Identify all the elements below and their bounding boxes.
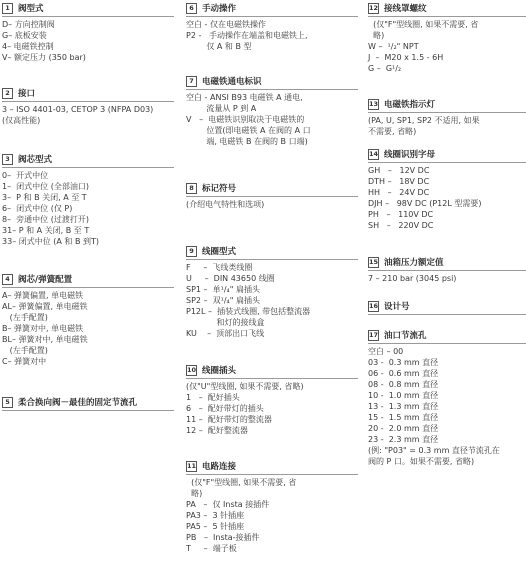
- option-row: [186, 403, 358, 414]
- option-description: - 0.8 mm 直径: [378, 380, 439, 389]
- option-row: [2, 356, 174, 367]
- option-description: (左手配置): [2, 313, 48, 322]
- option-code: V: [186, 115, 192, 124]
- option-description: (仅"F"型线圈, 如果不需要, 省: [186, 478, 297, 487]
- option-description: - 0.3 mm 直径: [378, 358, 439, 367]
- option-code: 10: [368, 391, 379, 400]
- option-description: – 电磁铁识别取决于电磁铁的: [191, 115, 305, 124]
- option-description: – 24V DC: [380, 188, 430, 197]
- option-description: – 12V DC: [380, 166, 430, 175]
- section-electrical-connection: [186, 459, 358, 554]
- option-description: – 110V DC: [378, 210, 434, 219]
- section-title: 油口节流孔: [384, 331, 427, 341]
- section-header: [186, 1, 358, 17]
- option-code: 空白: [368, 347, 384, 356]
- option-code: 6: [186, 404, 192, 413]
- section-number-badge: 14: [368, 150, 379, 158]
- option-description: – 配好整流器: [196, 426, 248, 435]
- option-code: PB: [186, 533, 197, 542]
- section-number-badge: 9: [186, 246, 197, 257]
- option-row: [186, 521, 358, 532]
- option-row: [368, 220, 526, 231]
- section-number-badge: 2: [2, 88, 13, 99]
- text-line: (介绍电气特性和选项): [186, 200, 265, 209]
- option-description: – 插装式线圈, 带包括整流器: [205, 307, 311, 316]
- option-description: – 3 针插座: [200, 511, 245, 520]
- option-row: [186, 284, 358, 295]
- option-description: ANSI B93 电磁铁 A 通电,: [207, 93, 303, 102]
- option-description: – 配好带灯的整流器: [196, 415, 272, 424]
- option-row: [186, 41, 358, 52]
- option-description: – 端子板: [190, 544, 237, 553]
- section-number-badge: 1: [2, 3, 13, 14]
- section-number-badge: 3: [2, 154, 13, 165]
- option-description: (例: "P03" = 0.3 mm 直径节流孔在: [368, 446, 500, 455]
- section-title: 标记符号: [202, 184, 237, 194]
- option-code: P2 -: [186, 31, 202, 40]
- section-header: [368, 255, 526, 271]
- option-row: [368, 63, 526, 74]
- text-line: 不需要, 省略): [368, 127, 417, 136]
- option-description: - 1.3 mm 直径: [378, 402, 439, 411]
- section-body: [186, 92, 358, 147]
- section-header: [368, 328, 526, 344]
- option-code: AL: [2, 302, 12, 311]
- option-description: - 1.5 mm 直径: [378, 413, 439, 422]
- option-description: 仅 A 和 B 型: [186, 42, 252, 51]
- section-body: [368, 19, 526, 74]
- section-number-badge: 10: [186, 366, 197, 374]
- option-row: [186, 92, 358, 103]
- section-title: 电路连接: [202, 462, 237, 472]
- option-row: [368, 401, 526, 412]
- option-description: – 00: [384, 347, 404, 356]
- section-number-badge: 8: [186, 183, 197, 194]
- option-code: 3: [2, 193, 8, 202]
- option-row: [368, 434, 526, 445]
- option-row: [2, 203, 174, 214]
- option-description: – 开式中位: [7, 171, 49, 180]
- section-number-badge: 15: [368, 258, 379, 266]
- option-description: (仅"U"型线圈, 如果不需要, 省略): [186, 382, 304, 391]
- section-number-badge: 17: [368, 331, 379, 339]
- option-code: P12L: [186, 307, 206, 316]
- option-row: [186, 295, 358, 306]
- option-row: [368, 368, 526, 379]
- option-code: HH: [368, 188, 381, 197]
- option-description: – P 和 B 关闭, A 至 T: [7, 193, 87, 202]
- option-description: – M20 x 1.5 - 6H: [370, 53, 444, 62]
- option-code: SH: [368, 221, 380, 230]
- section-title: 油箱压力额定值: [384, 258, 444, 268]
- option-description: – 配好带灯的插头: [191, 404, 264, 413]
- option-code: 1: [186, 393, 192, 402]
- section-header: [186, 74, 358, 90]
- option-code: T: [186, 544, 191, 553]
- option-description: 流量从 P 到 A: [186, 104, 257, 113]
- section-indicator-light: [368, 97, 526, 137]
- option-code: PA5: [186, 522, 201, 531]
- option-row: [368, 52, 526, 63]
- section-valve-type: [2, 1, 174, 63]
- section-header: [186, 363, 358, 379]
- option-description: – 220V DC: [379, 221, 434, 230]
- option-description: 和灯的接线盒: [186, 318, 265, 327]
- section-body: [2, 104, 174, 126]
- option-description: (仅"F"型线圈, 如果不需要, 省: [368, 20, 479, 29]
- section-coil-plug: [186, 363, 358, 436]
- option-code: 0: [2, 171, 8, 180]
- option-code: DJH: [368, 199, 383, 208]
- option-code: 13: [368, 402, 379, 411]
- option-row: [2, 181, 174, 192]
- option-code: PA3: [186, 511, 201, 520]
- section-header: [2, 272, 174, 288]
- section-marking-symbol: [186, 181, 358, 210]
- section-body: [186, 381, 358, 436]
- section-manual-override: [186, 1, 358, 52]
- option-row: [2, 192, 174, 203]
- option-description: – 闭式中位 (A 和 B 到T): [12, 237, 99, 246]
- option-code: 11: [186, 415, 197, 424]
- option-row: [2, 170, 174, 181]
- option-description: – 旁通中位 (过渡打开): [7, 215, 89, 224]
- option-row: [186, 125, 358, 136]
- section-title: 电磁铁指示灯: [384, 100, 436, 110]
- option-description: – 单¹/₄" 扁插头: [201, 285, 260, 294]
- option-description: – 电磁铁控制: [7, 42, 54, 51]
- section-number-badge: 5: [2, 397, 13, 408]
- option-code: C: [2, 357, 8, 366]
- option-code: A: [2, 291, 8, 300]
- section-tank-pressure: [368, 255, 526, 284]
- section-orifice: [2, 395, 174, 411]
- option-code: SP1: [186, 285, 201, 294]
- section-title: 柔合换向阀－最佳的固定节流孔: [18, 398, 138, 408]
- option-code: 8: [2, 215, 8, 224]
- section-body: [2, 170, 174, 247]
- section-title: 线圈识别字母: [384, 150, 436, 160]
- option-description: – 双¹/₄" 扁插头: [201, 296, 260, 305]
- option-row: [2, 214, 174, 225]
- option-row: [368, 445, 526, 456]
- option-description: – Insta-接插件: [196, 533, 260, 542]
- section-number-badge: 13: [368, 100, 379, 108]
- option-description: – 配好插头: [191, 393, 240, 402]
- option-description: – ¹/₂" NPT: [375, 42, 419, 51]
- option-description: – G¹/₂: [374, 64, 402, 73]
- option-code: KU: [186, 329, 197, 338]
- option-row: [368, 19, 526, 30]
- option-code: 33: [2, 237, 13, 246]
- option-code: 08: [368, 380, 379, 389]
- option-description: – 98V DC (P12L 型需要): [382, 199, 482, 208]
- section-title: 阀芯/弹簧配置: [18, 275, 73, 285]
- section-title: 线圈型式: [202, 247, 237, 257]
- option-row: [186, 317, 358, 328]
- option-row: [2, 345, 174, 356]
- option-code: BL: [2, 335, 12, 344]
- option-row: [368, 379, 526, 390]
- section-number-badge: 12: [368, 4, 379, 12]
- option-code: D: [2, 20, 9, 29]
- option-row: [368, 456, 526, 467]
- option-row: [186, 19, 358, 30]
- option-code: F: [186, 263, 191, 272]
- section-body: [186, 262, 358, 339]
- section-title: 电磁铁通电标识: [202, 77, 262, 87]
- option-row: [186, 414, 358, 425]
- section-body: [2, 19, 174, 63]
- option-description: – 弹簧对中: [7, 357, 47, 366]
- option-description: – P 和 A 关闭, B 至 T: [12, 226, 90, 235]
- option-code: G: [2, 31, 9, 40]
- option-code: B: [2, 324, 8, 333]
- option-row: [186, 392, 358, 403]
- text-line: (仅高性能): [2, 116, 41, 125]
- section-header: [186, 459, 358, 475]
- option-code: V: [2, 53, 8, 62]
- option-code: U: [186, 274, 192, 283]
- option-description: – 弹簧对中, 单电磁铁: [11, 335, 88, 344]
- option-code: 31: [2, 226, 13, 235]
- section-title: 接线罩螺纹: [384, 4, 427, 14]
- section-number-badge: 6: [186, 3, 197, 14]
- option-code: 06: [368, 369, 379, 378]
- section-body: [2, 290, 174, 367]
- section-design-number: [368, 299, 526, 315]
- option-code: W: [368, 42, 376, 51]
- option-description: 端, 电磁铁 B 在阀的 B 口端): [186, 137, 308, 146]
- section-body: [368, 115, 526, 137]
- option-row: [186, 136, 358, 147]
- option-code: PA: [186, 500, 196, 509]
- option-code: 空白 -: [186, 93, 208, 102]
- option-row: [368, 357, 526, 368]
- section-header: [186, 181, 358, 197]
- option-row: [368, 390, 526, 401]
- option-code: DTH: [368, 177, 386, 186]
- section-spool-type: [2, 152, 174, 247]
- section-coil-letter: [368, 147, 526, 231]
- option-description: (左手配置): [2, 346, 48, 355]
- option-row: [186, 273, 358, 284]
- section-header: [368, 1, 526, 17]
- option-description: – 弹簧对中, 单电磁铁: [7, 324, 84, 333]
- option-row: [186, 381, 358, 392]
- option-description: 位置(即电磁铁 A 在阀的 A 口: [186, 126, 311, 135]
- option-row: [2, 52, 174, 63]
- option-row: [368, 209, 526, 220]
- section-header: [2, 86, 174, 102]
- section-body: [186, 19, 358, 52]
- section-body: [368, 346, 526, 467]
- option-row: [2, 19, 174, 30]
- section-header: [2, 152, 174, 168]
- option-code: 1: [2, 182, 8, 191]
- option-description: – 顶部出口飞线: [196, 329, 265, 338]
- text-line: 3 – ISO 4401-03, CETOP 3 (NFPA D03): [2, 105, 154, 114]
- option-description: 手动操作在端盖和电磁铁上,: [201, 31, 308, 40]
- section-header: [186, 244, 358, 260]
- option-code: 4: [2, 42, 8, 51]
- option-row: [2, 236, 174, 247]
- option-description: - 2.3 mm 直径: [378, 435, 439, 444]
- option-row: [368, 198, 526, 209]
- option-row: [368, 423, 526, 434]
- section-port-orifice: [368, 328, 526, 467]
- option-description: 阀的 P 口。如果不需要, 省略): [368, 457, 475, 466]
- option-row: [2, 301, 174, 312]
- section-title: 线圈插头: [202, 366, 237, 376]
- option-description: - 2.0 mm 直径: [378, 424, 439, 433]
- section-body: [368, 273, 526, 284]
- section-title: 设计号: [384, 302, 410, 312]
- option-description: - 1.0 mm 直径: [378, 391, 439, 400]
- text-line: 7 – 210 bar (3045 psi): [368, 274, 457, 283]
- option-description: - 0.6 mm 直径: [378, 369, 439, 378]
- option-code: SP2: [186, 296, 201, 305]
- section-title: 接口: [18, 89, 36, 99]
- section-number-badge: 7: [186, 76, 197, 87]
- option-description: 略): [368, 31, 385, 40]
- option-row: [186, 543, 358, 554]
- option-row: [368, 41, 526, 52]
- option-row: [2, 41, 174, 52]
- option-description: – 闭式中位 (仅 P): [7, 204, 73, 213]
- option-description: – 方向控制阀: [8, 20, 55, 29]
- section-body: [186, 199, 358, 210]
- section-title: 手动操作: [202, 4, 237, 14]
- option-code: 空白 -: [186, 20, 208, 29]
- option-code: 6: [2, 204, 8, 213]
- option-description: – 18V DC: [385, 177, 430, 186]
- section-header: [368, 97, 526, 113]
- option-row: [186, 510, 358, 521]
- option-code: PH: [368, 210, 379, 219]
- option-row: [368, 165, 526, 176]
- option-row: [368, 176, 526, 187]
- section-header: [368, 299, 526, 315]
- option-row: [186, 103, 358, 114]
- option-row: [2, 30, 174, 41]
- option-description: – DIN 43650 线圈: [191, 274, 275, 283]
- option-row: [2, 312, 174, 323]
- option-row: [186, 532, 358, 543]
- section-header: [2, 395, 174, 411]
- section-cover-thread: [368, 1, 526, 74]
- option-code: 03: [368, 358, 379, 367]
- option-code: 23: [368, 435, 379, 444]
- option-description: – 仅 Insta 接插件: [195, 500, 270, 509]
- option-description: 略): [186, 489, 203, 498]
- section-body: [186, 477, 358, 554]
- section-body: [368, 165, 526, 231]
- option-description: 仅在电磁铁操作: [207, 20, 266, 29]
- option-row: [2, 225, 174, 236]
- section-title: 阀型式: [18, 4, 44, 14]
- option-description: – 5 针插座: [200, 522, 245, 531]
- section-number-badge: 4: [2, 274, 13, 285]
- option-row: [186, 499, 358, 510]
- option-row: [186, 114, 358, 125]
- option-code: 15: [368, 413, 379, 422]
- option-row: [368, 30, 526, 41]
- option-description: – 飞线类线圈: [190, 263, 253, 272]
- option-row: [2, 334, 174, 345]
- section-number-badge: 16: [368, 302, 379, 310]
- option-row: [368, 412, 526, 423]
- option-description: – 底板安装: [8, 31, 47, 40]
- option-code: 12: [186, 426, 197, 435]
- option-row: [186, 477, 358, 488]
- section-spool-spring-config: [2, 272, 174, 367]
- option-code: GH: [368, 166, 381, 175]
- option-code: 20: [368, 424, 379, 433]
- option-row: [186, 306, 358, 317]
- option-description: – 弹簧偏置, 单电磁铁: [11, 302, 88, 311]
- section-solenoid-energize: [186, 74, 358, 147]
- section-title: 阀芯型式: [18, 155, 53, 165]
- option-row: [186, 262, 358, 273]
- text-line: (PA, U, SP1, SP2 不适用, 如果: [368, 116, 480, 125]
- option-row: [2, 290, 174, 301]
- option-description: – 闭式中位 (全部油口): [7, 182, 89, 191]
- section-coil-type: [186, 244, 358, 339]
- section-number-badge: 11: [186, 462, 197, 470]
- option-row: [186, 425, 358, 436]
- section-interface: [2, 86, 174, 126]
- option-row: [186, 488, 358, 499]
- option-row: [368, 346, 526, 357]
- option-row: [2, 323, 174, 334]
- option-code: J: [368, 53, 371, 62]
- option-row: [186, 30, 358, 41]
- option-row: [368, 187, 526, 198]
- section-header: [368, 147, 526, 163]
- section-header: [2, 1, 174, 17]
- option-description: – 弹簧偏置, 单电磁铁: [7, 291, 84, 300]
- option-row: [186, 328, 358, 339]
- option-description: – 额定压力 (350 bar): [7, 53, 86, 62]
- option-code: G: [368, 64, 375, 73]
